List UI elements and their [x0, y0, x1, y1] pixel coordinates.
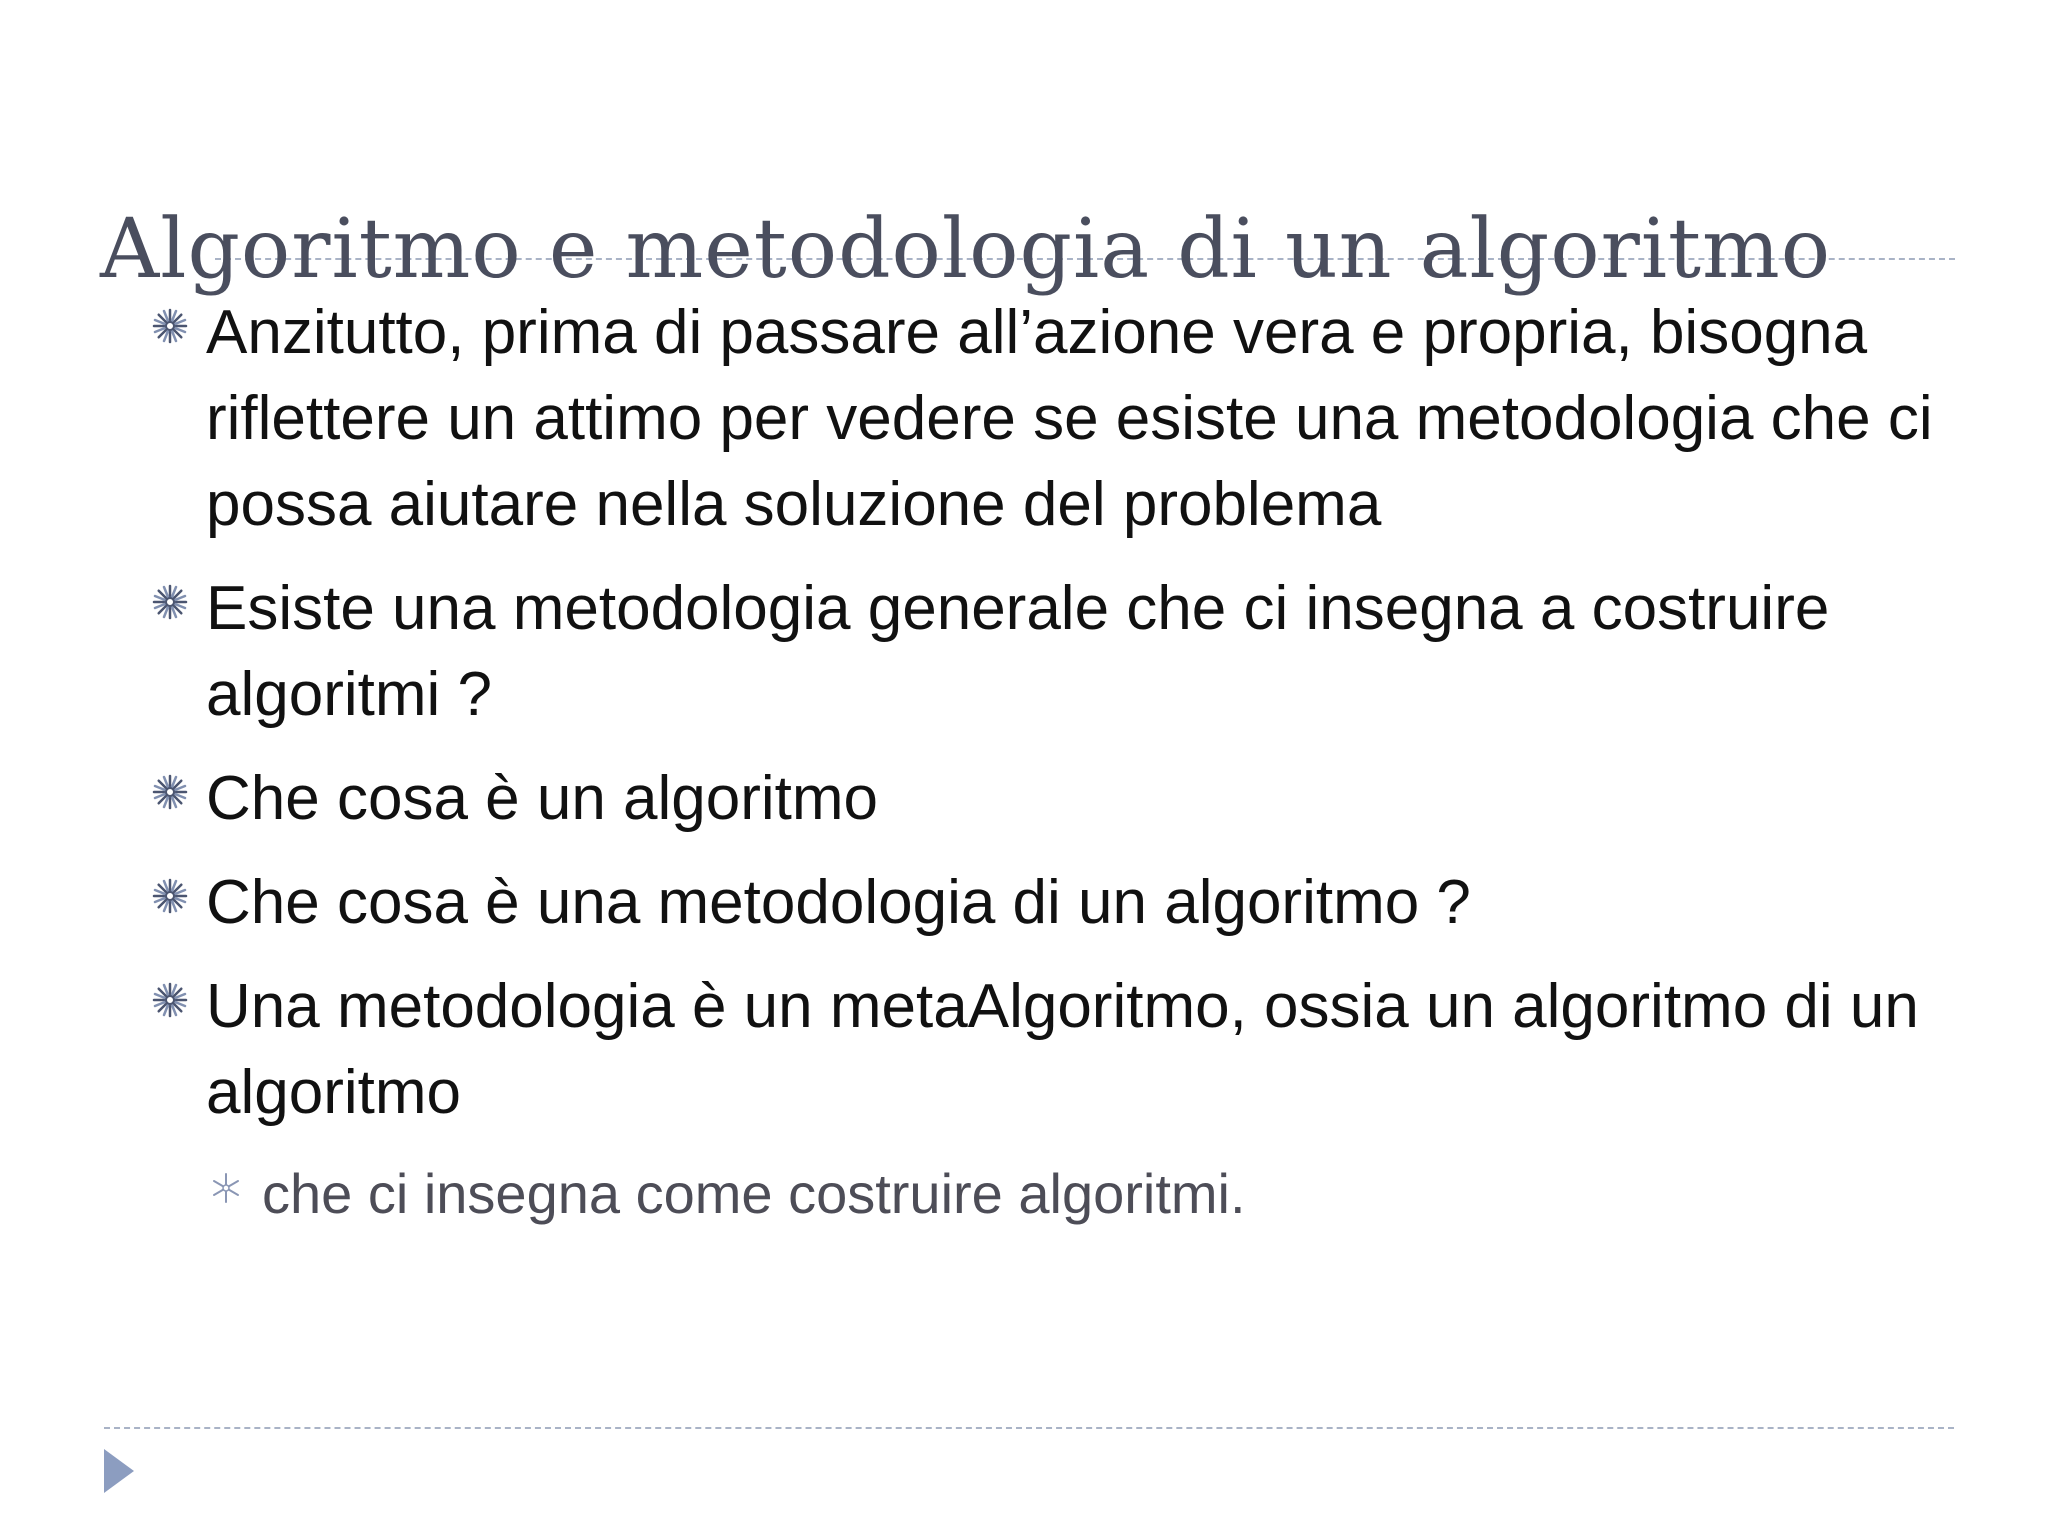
bullet-text: Che cosa è un algoritmo — [206, 764, 879, 833]
snowflake-bullet-icon — [150, 876, 190, 916]
bullet-item — [150, 964, 1950, 1136]
snowflake-bullet-icon — [150, 980, 190, 1020]
slide-title: Algoritmo e metodologia di un algoritmo — [100, 202, 1832, 297]
snowflake-bullet-icon — [150, 306, 190, 346]
bullet-text: Anzitutto, prima di passare all’azione vera e propria, bisogna riflettere un attimo per vedere se esiste una metodologia che ci possa aiutare nella soluzione del problema — [206, 298, 1933, 539]
bullet-text: Una metodologia è un metaAlgoritmo, ossia un algoritmo di un algoritmo — [206, 972, 1919, 1127]
bullet-text: Che cosa è una metodologia di un algoritmo ? — [206, 868, 1471, 937]
footer-divider — [104, 1427, 1954, 1429]
bullet-item — [150, 566, 1950, 738]
bullet-item — [150, 860, 1950, 946]
bullet-text: Esiste una metodologia generale che ci insegna a costruire algoritmi ? — [206, 574, 1830, 729]
snowflake-bullet-icon — [150, 582, 190, 622]
bullet-item — [150, 756, 1950, 842]
snowflake-bullet-icon — [150, 772, 190, 812]
slide-body — [150, 290, 1950, 1234]
sub-bullet-item — [206, 1154, 1950, 1234]
bullet-item — [150, 290, 1950, 548]
sub-bullet-text: che ci insegna come costruire algoritmi. — [262, 1162, 1246, 1225]
triangle-right-icon[interactable] — [104, 1449, 134, 1493]
star-bullet-icon — [210, 1172, 242, 1204]
